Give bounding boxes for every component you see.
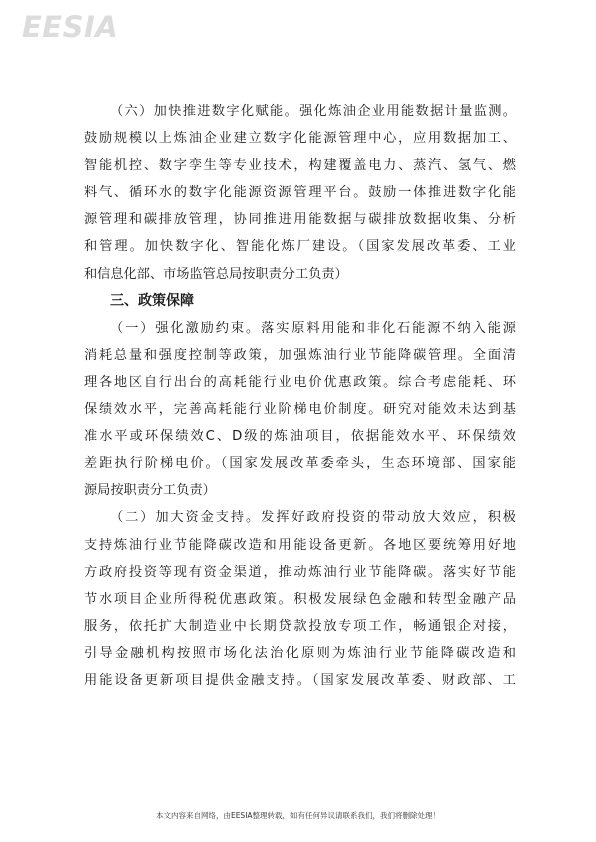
- text-line: 鼓励规模以上炼油企业建立数字化能源管理中心，应用数据加工、: [84, 131, 516, 147]
- text-line: 消耗总量和强度控制等政策，加强炼油行业节能降碳管理。全面清: [84, 347, 516, 363]
- text-line: （六）加快推进数字化赋能。强化炼油企业用能数据计量监测。: [110, 104, 516, 119]
- text-line: （二）加大资金支持。发挥好政府投资的带动放大效应，积极: [110, 510, 516, 526]
- text-line: 准水平或环保绩效C、D级的炼油项目，依据能效水平、环保绩效: [84, 429, 516, 445]
- text-line: 方政府投资等现有资金渠道，推动炼油行业节能降碳。落实好节能: [84, 564, 516, 580]
- text-line: 用能设备更新项目提供金融支持。（国家发展改革委、财政部、工: [84, 672, 516, 688]
- eesia-watermark-logo: EESIA: [22, 10, 119, 44]
- paragraph-digital-empowerment: [84, 98, 516, 288]
- text-line: 理各地区自行出台的高耗能行业电价优惠政策。综合考虑能耗、环: [84, 374, 516, 390]
- text-line: 和信息化部、市场监管总局按职责分工负责）: [84, 266, 348, 282]
- footer-disclaimer: 本文内容来自网络，由EESIA整理转载，如有任何异议请联系我们，我们将删除处理！: [155, 811, 441, 820]
- text-line: 保绩效水平，完善高耗能行业阶梯电价制度。研究对能效未达到基: [84, 402, 516, 418]
- text-line: 服务，依托扩大制造业中长期贷款投放专项工作，畅通银企对接，: [84, 618, 516, 634]
- text-line: 支持炼油行业节能降碳改造和用能设备更新。各地区要统筹用好地: [84, 537, 516, 553]
- text-line: 源管理和碳排放管理，协同推进用能数据与碳排放数据收集、分析: [84, 212, 516, 228]
- text-line: 和管理。加快数字化、智能化炼厂建设。（国家发展改革委、工业: [84, 239, 516, 255]
- paragraph-funding: [84, 504, 516, 694]
- text-line: 差距执行阶梯电价。（国家发展改革委牵头，生态环境部、国家能: [84, 456, 516, 472]
- text-line: （一）强化激励约束。落实原料用能和非化石能源不纳入能源: [110, 320, 516, 336]
- section-heading-policy: 三、政策保障: [110, 292, 194, 309]
- text-line: 料气、循环水的数字化能源资源管理平台。鼓励一体推进数字化能: [84, 185, 516, 201]
- document-body: [84, 98, 516, 694]
- text-line: 源局按职责分工负责）: [84, 483, 216, 499]
- paragraph-incentives: [84, 315, 516, 505]
- text-line: 引导金融机构按照市场化法治化原则为炼油行业节能降碳改造和: [84, 645, 516, 661]
- text-line: 节水项目企业所得税优惠政策。积极发展绿色金融和转型金融产品: [84, 591, 516, 607]
- text-line: 智能机控、数字孪生等专业技术，构建覆盖电力、蒸汽、氢气、燃: [84, 158, 516, 174]
